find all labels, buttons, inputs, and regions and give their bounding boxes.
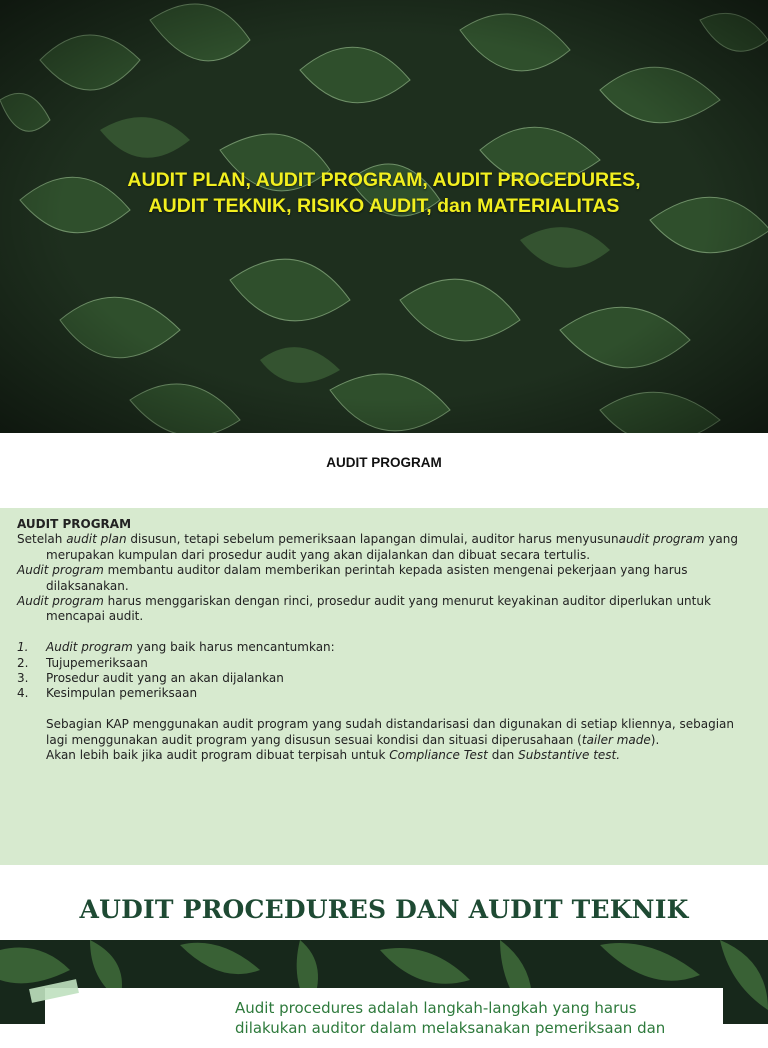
italic-run: Compliance Test: [389, 748, 488, 763]
italic-run: Audit program: [46, 640, 133, 655]
paragraph-4: [17, 717, 753, 748]
audit-procedures-slide-header: [0, 865, 768, 940]
paragraph-5: [17, 748, 753, 763]
italic-run: audit program: [618, 532, 705, 547]
list-text: Tujupemeriksaan: [46, 655, 148, 670]
list-text: [46, 640, 335, 655]
italic-run: Substantive test.: [518, 748, 621, 763]
list-number: 4.: [17, 686, 29, 701]
list-number: 3.: [17, 671, 29, 686]
paragraph-3: [17, 594, 753, 625]
list-text: Prosedur audit yang an akan dijalankan: [46, 671, 284, 686]
text-run: Sebagian KAP menggunakan audit program yang sudah distandarisasi dan digunakan di setiap kliennya, sebagian lagi menggunakan audit program yang disusun sesuai kondisi dan situasi diperusahaan (: [46, 717, 734, 747]
presentation-title: AUDIT PLAN, AUDIT PROGRAM, AUDIT PROCEDURES, AUDIT TEKNIK, RISIKO AUDIT, dan MATERIALITAS: [127, 169, 641, 217]
title-slide: [0, 0, 768, 433]
text-run: Setelah: [17, 532, 67, 547]
paragraph-2: [17, 563, 753, 594]
list-item: [17, 640, 753, 655]
list-item: [17, 671, 753, 686]
audit-program-content: [17, 517, 753, 763]
list-item: [17, 656, 753, 671]
content-card: [45, 988, 723, 1048]
list-item: [17, 686, 753, 701]
slide-title: AUDIT PROGRAM: [326, 455, 442, 470]
list-number: 1.: [17, 640, 29, 655]
text-run: dan: [487, 748, 519, 763]
italic-run: tailer made: [581, 732, 651, 747]
text-run: yang baik harus mencantumkan:: [132, 640, 335, 655]
text-run: disusun, tetapi sebelum pemeriksaan lapangan dimulai, auditor harus menyusun: [126, 532, 619, 547]
section-heading: AUDIT PROGRAM: [17, 517, 132, 531]
italic-run: Audit program: [17, 594, 104, 609]
text-run: ).: [650, 732, 660, 747]
audit-procedures-slide-body: [0, 940, 768, 1037]
text-run: harus menggariskan dengan rinci, prosedur audit yang menurut keyakinan auditor diperlukan untuk mencapai audit.: [46, 594, 711, 624]
slide-title: AUDIT PROCEDURES DAN AUDIT TEKNIK: [79, 895, 689, 924]
audit-program-slide-header: [0, 433, 768, 508]
text-run: yang merupakan kumpulan dari prosedur audit yang akan dijalankan dan dibuat secara tertulis.: [46, 532, 739, 562]
list-text: Kesimpulan pemeriksaan: [46, 686, 198, 701]
paragraph-1: [17, 532, 753, 563]
text-run: membantu auditor dalam memberikan perintah kepada asisten mengenai pekerjaan yang harus dilaksanakan.: [46, 563, 688, 593]
text-run: Akan lebih baik jika audit program dibuat terpisah untuk: [46, 748, 390, 763]
list-number: 2.: [17, 655, 29, 670]
spacer: [17, 702, 753, 717]
italic-run: audit plan: [66, 532, 127, 547]
italic-run: Audit program: [17, 563, 104, 578]
audit-program-slide-body: [0, 508, 768, 865]
card-text: Audit procedures adalah langkah-langkah yang harus dilakukan auditor dalam melaksanakan pemeriksaan dan: [235, 999, 666, 1037]
spacer: [17, 625, 753, 640]
